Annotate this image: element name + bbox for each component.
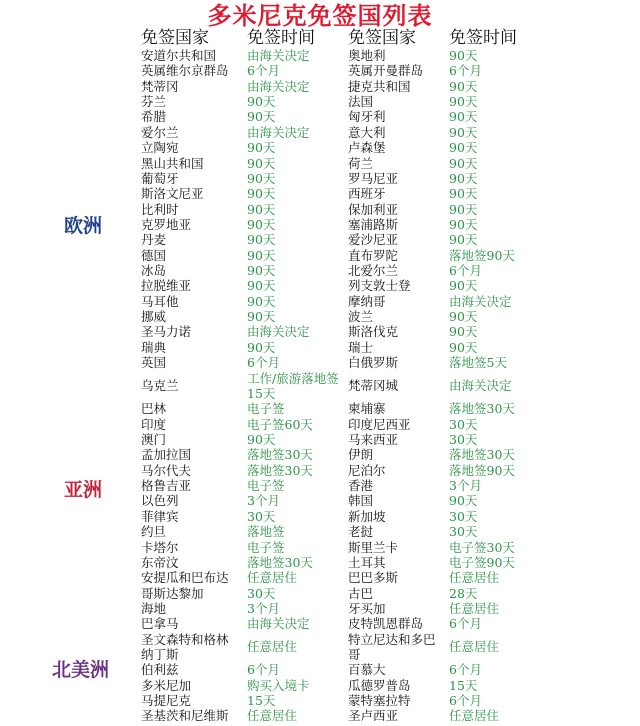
country-cell: 柬埔寨	[348, 401, 386, 417]
country-cell: 波兰	[348, 309, 374, 325]
duration-cell: 6个月	[449, 263, 482, 279]
country-cell: 巴巴多斯	[348, 570, 399, 586]
country-cell: 丹麦	[141, 232, 167, 248]
country-cell: 瓜德罗普岛	[348, 677, 411, 693]
duration-cell: 90天	[449, 170, 478, 186]
country-cell: 保加利亚	[348, 201, 399, 217]
duration-cell: 90天	[449, 94, 478, 110]
table-row	[0, 493, 640, 508]
country-cell: 塞浦路斯	[348, 216, 399, 232]
duration-cell: 90天	[449, 186, 478, 202]
country-cell: 老挝	[348, 524, 374, 540]
duration-cell: 90天	[449, 109, 478, 125]
duration-cell: 落地签30天	[247, 462, 313, 478]
country-cell: 捷克共和国	[348, 78, 411, 94]
duration-cell: 30天	[449, 416, 478, 432]
country-cell: 黑山共和国	[141, 155, 204, 171]
country-cell: 爱尔兰	[141, 124, 179, 140]
country-cell: 爱沙尼亚	[348, 232, 399, 248]
table-row	[0, 570, 640, 585]
table-row	[0, 632, 640, 663]
duration-cell: 30天	[247, 508, 276, 524]
country-cell: 圣马力诺	[141, 324, 192, 340]
duration-cell: 由海关决定	[449, 378, 512, 394]
table-row	[0, 555, 640, 570]
table-row	[0, 678, 640, 693]
duration-cell: 3个月	[247, 493, 280, 509]
country-cell: 马来西亚	[348, 431, 399, 447]
country-cell: 圣文森特和格林纳丁斯	[141, 631, 229, 663]
table-row	[0, 109, 640, 124]
country-cell: 土耳其	[348, 554, 386, 570]
table-row	[0, 48, 640, 63]
country-cell: 比利时	[141, 201, 179, 217]
country-cell: 蒙特塞拉特	[348, 693, 411, 709]
table-row	[0, 509, 640, 524]
table-row	[0, 708, 640, 723]
country-cell: 印度尼西亚	[348, 416, 411, 432]
duration-cell: 90天	[247, 431, 276, 447]
duration-cell: 90天	[247, 201, 276, 217]
country-cell: 香港	[348, 478, 374, 494]
country-cell: 立陶宛	[141, 140, 179, 156]
table-row	[0, 340, 640, 355]
duration-cell: 90天	[449, 493, 478, 509]
country-cell: 伊朗	[348, 447, 374, 463]
duration-cell: 6个月	[449, 63, 482, 79]
table-row	[0, 417, 640, 432]
country-cell: 卢森堡	[348, 140, 386, 156]
country-cell: 圣基茨和尼维斯	[141, 708, 229, 724]
duration-cell: 购买入境卡	[247, 677, 310, 693]
duration-cell: 落地签30天	[247, 447, 313, 463]
table-row	[0, 601, 640, 616]
table-row	[0, 294, 640, 309]
duration-cell: 落地签	[247, 524, 285, 540]
duration-cell: 90天	[247, 232, 276, 248]
duration-cell: 90天	[449, 324, 478, 340]
country-cell: 奥地利	[348, 48, 386, 63]
duration-cell: 90天	[247, 309, 276, 325]
duration-cell: 90天	[247, 339, 276, 355]
duration-cell: 90天	[449, 124, 478, 140]
duration-cell: 90天	[247, 293, 276, 309]
duration-cell: 90天	[449, 48, 478, 63]
visa-table	[0, 48, 640, 724]
table-row	[0, 202, 640, 217]
table-row	[0, 524, 640, 539]
duration-cell: 90天	[247, 216, 276, 232]
country-cell: 安提瓜和巴布达	[141, 570, 229, 586]
country-cell: 以色列	[141, 493, 179, 509]
country-cell: 挪威	[141, 309, 167, 325]
table-row	[0, 540, 640, 555]
duration-cell: 90天	[449, 78, 478, 94]
header-country-1: 免签国家	[141, 28, 209, 48]
duration-cell: 电子签	[247, 478, 285, 494]
duration-cell: 落地签30天	[449, 401, 515, 417]
table-row	[0, 217, 640, 232]
duration-cell: 任意居住	[247, 639, 298, 655]
country-cell: 西班牙	[348, 186, 386, 202]
duration-cell: 落地签30天	[449, 447, 515, 463]
country-cell: 牙买加	[348, 600, 386, 616]
table-row	[0, 171, 640, 186]
duration-cell: 3个月	[449, 478, 482, 494]
duration-cell: 任意居住	[247, 570, 298, 586]
table-row	[0, 94, 640, 109]
country-cell: 德国	[141, 247, 167, 263]
table-row	[0, 432, 640, 447]
duration-cell: 6个月	[247, 355, 280, 371]
country-cell: 拉脱维亚	[141, 278, 192, 294]
duration-cell: 30天	[247, 585, 276, 601]
country-cell: 皮特凯恩群岛	[348, 616, 424, 632]
duration-cell: 落地签90天	[449, 462, 515, 478]
country-cell: 希腊	[141, 109, 167, 125]
header-country-2: 免签国家	[348, 28, 416, 48]
table-row	[0, 463, 640, 478]
header-duration-2: 免签时间	[449, 28, 517, 48]
duration-cell: 6个月	[449, 662, 482, 678]
country-cell: 斯洛文尼亚	[141, 186, 204, 202]
duration-cell: 90天	[247, 278, 276, 294]
duration-cell: 电子签90天	[449, 554, 515, 570]
duration-cell: 90天	[247, 109, 276, 125]
country-cell: 荷兰	[348, 155, 374, 171]
country-cell: 印度	[141, 416, 167, 432]
duration-cell: 由海关决定	[247, 78, 310, 94]
country-cell: 特立尼达和多巴哥	[348, 631, 436, 663]
table-row	[0, 447, 640, 462]
country-cell: 哥斯达黎加	[141, 585, 204, 601]
country-cell: 孟加拉国	[141, 447, 192, 463]
table-row	[0, 156, 640, 171]
duration-cell: 90天	[449, 201, 478, 217]
duration-cell: 工作/旅游落地签 15天	[247, 370, 339, 401]
country-cell: 东帝汶	[141, 554, 179, 570]
duration-cell: 90天	[247, 155, 276, 171]
duration-cell: 6个月	[247, 662, 280, 678]
country-cell: 韩国	[348, 493, 374, 509]
country-cell: 北爱尔兰	[348, 263, 399, 279]
country-cell: 梵蒂冈城	[348, 378, 399, 394]
duration-cell: 90天	[449, 309, 478, 325]
duration-cell: 90天	[449, 140, 478, 156]
duration-cell: 90天	[247, 263, 276, 279]
country-cell: 安道尔共和国	[141, 48, 217, 63]
duration-cell: 90天	[449, 216, 478, 232]
duration-cell: 由海关决定	[247, 324, 310, 340]
duration-cell: 90天	[449, 232, 478, 248]
table-row	[0, 309, 640, 324]
country-cell: 马提尼克	[141, 693, 192, 709]
duration-cell: 90天	[247, 140, 276, 156]
table-row	[0, 693, 640, 708]
duration-cell: 电子签	[247, 401, 285, 417]
country-cell: 葡萄牙	[141, 170, 179, 186]
table-row	[0, 248, 640, 263]
country-cell: 白俄罗斯	[348, 355, 399, 371]
table-row	[0, 63, 640, 78]
country-cell: 古巴	[348, 585, 374, 601]
country-cell: 冰岛	[141, 263, 167, 279]
duration-cell: 落地签90天	[449, 247, 515, 263]
duration-cell: 电子签60天	[247, 416, 313, 432]
duration-cell: 90天	[247, 170, 276, 186]
country-cell: 巴拿马	[141, 616, 179, 632]
table-row	[0, 371, 640, 402]
table-row	[0, 355, 640, 370]
table-row	[0, 186, 640, 201]
table-row	[0, 278, 640, 293]
duration-cell: 由海关决定	[449, 293, 512, 309]
country-cell: 梵蒂冈	[141, 78, 179, 94]
country-cell: 瑞典	[141, 339, 167, 355]
country-cell: 意大利	[348, 124, 386, 140]
country-cell: 直布罗陀	[348, 247, 399, 263]
country-cell: 匈牙利	[348, 109, 386, 125]
duration-cell: 3个月	[247, 600, 280, 616]
country-cell: 约旦	[141, 524, 167, 540]
duration-cell: 电子签	[247, 539, 285, 555]
duration-cell: 由海关决定	[247, 48, 310, 63]
country-cell: 罗马尼亚	[348, 170, 399, 186]
duration-cell: 由海关决定	[247, 616, 310, 632]
duration-cell: 30天	[449, 431, 478, 447]
country-cell: 芬兰	[141, 94, 167, 110]
country-cell: 新加坡	[348, 508, 386, 524]
country-cell: 百慕大	[348, 662, 386, 678]
duration-cell: 90天	[247, 247, 276, 263]
page-title: 多米尼克免签国列表	[207, 1, 433, 30]
table-row	[0, 140, 640, 155]
country-cell: 列支敦士登	[348, 278, 411, 294]
country-cell: 英属开曼群岛	[348, 63, 424, 79]
table-row	[0, 232, 640, 247]
table-row	[0, 616, 640, 631]
duration-cell: 任意居住	[449, 639, 500, 655]
table-row	[0, 263, 640, 278]
duration-cell: 任意居住	[449, 600, 500, 616]
country-cell: 卡塔尔	[141, 539, 179, 555]
header-duration-1: 免签时间	[247, 28, 315, 48]
duration-cell: 电子签30天	[449, 539, 515, 555]
country-cell: 瑞士	[348, 339, 374, 355]
duration-cell: 6个月	[449, 693, 482, 709]
country-cell: 尼泊尔	[348, 462, 386, 478]
country-cell: 圣卢西亚	[348, 708, 399, 724]
duration-cell: 90天	[449, 155, 478, 171]
country-cell: 马耳他	[141, 293, 179, 309]
duration-cell: 90天	[449, 278, 478, 294]
duration-cell: 90天	[449, 339, 478, 355]
duration-cell: 6个月	[449, 616, 482, 632]
duration-cell: 任意居住	[449, 708, 500, 724]
duration-cell: 6个月	[247, 63, 280, 79]
country-cell: 摩纳哥	[348, 293, 386, 309]
country-cell: 英国	[141, 355, 167, 371]
country-cell: 格鲁吉亚	[141, 478, 192, 494]
table-row	[0, 586, 640, 601]
region-label: 北美洲	[52, 659, 110, 681]
table-row	[0, 79, 640, 94]
table-row	[0, 401, 640, 416]
duration-cell: 任意居住	[247, 708, 298, 724]
duration-cell: 任意居住	[449, 570, 500, 586]
country-cell: 法国	[348, 94, 374, 110]
table-row	[0, 662, 640, 677]
country-cell: 菲律宾	[141, 508, 179, 524]
duration-cell: 28天	[449, 585, 478, 601]
country-cell: 海地	[141, 600, 167, 616]
country-cell: 澳门	[141, 431, 167, 447]
region-label: 亚洲	[64, 479, 103, 501]
duration-cell: 15天	[449, 677, 478, 693]
duration-cell: 落地签5天	[449, 355, 507, 371]
country-cell: 克罗地亚	[141, 216, 192, 232]
duration-cell: 15天	[247, 693, 276, 709]
duration-cell: 90天	[247, 186, 276, 202]
country-cell: 马尔代夫	[141, 462, 192, 478]
region-label: 欧洲	[64, 215, 103, 237]
duration-cell: 30天	[449, 524, 478, 540]
table-row	[0, 478, 640, 493]
duration-cell: 由海关决定	[247, 124, 310, 140]
country-cell: 乌克兰	[141, 378, 179, 394]
table-row	[0, 125, 640, 140]
duration-cell: 90天	[247, 94, 276, 110]
country-cell: 英属维尔京群岛	[141, 63, 229, 79]
duration-cell: 30天	[449, 508, 478, 524]
table-row	[0, 324, 640, 339]
country-cell: 伯利兹	[141, 662, 179, 678]
country-cell: 斯里兰卡	[348, 539, 399, 555]
country-cell: 斯洛伐克	[348, 324, 399, 340]
country-cell: 多米尼加	[141, 677, 192, 693]
country-cell: 巴林	[141, 401, 167, 417]
duration-cell: 落地签30天	[247, 554, 313, 570]
